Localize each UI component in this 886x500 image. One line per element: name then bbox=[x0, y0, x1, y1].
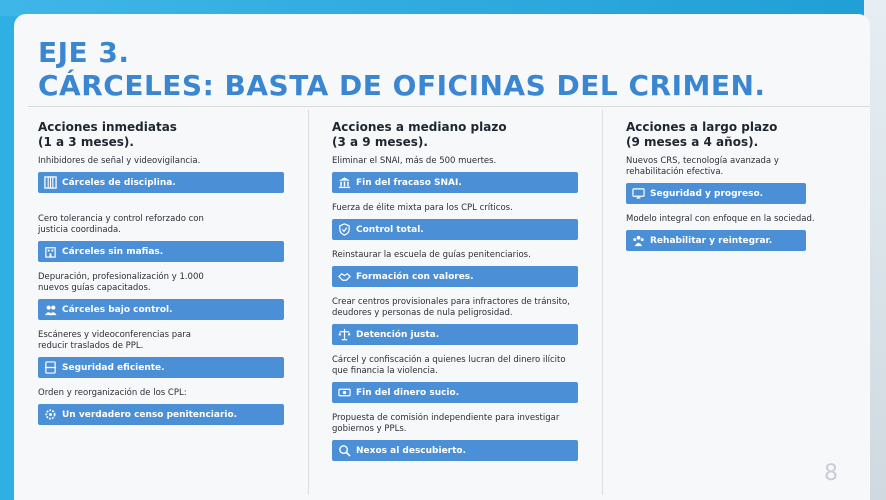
column-heading bbox=[38, 120, 284, 150]
action-pill-label: Formación con valores. bbox=[356, 271, 474, 282]
action-description: Cárcel y confiscación a quienes lucran del dinero ilícito que financia la violencia. bbox=[332, 355, 566, 376]
action-pill-label: Fin del dinero sucio. bbox=[356, 387, 460, 398]
money-icon bbox=[338, 386, 351, 399]
monitor-icon bbox=[632, 187, 645, 200]
action-pill-label: Un verdadero censo penitenciario. bbox=[62, 409, 238, 420]
balance-icon bbox=[338, 328, 351, 341]
action-pill bbox=[332, 324, 578, 345]
action-pill-label: Cárceles sin mafias. bbox=[62, 246, 164, 257]
column-heading-line: Acciones inmediatas bbox=[38, 120, 177, 134]
action-pill bbox=[332, 219, 578, 240]
action-pill-label: Seguridad eficiente. bbox=[62, 362, 165, 373]
scanner-icon bbox=[44, 361, 57, 374]
gear-icon bbox=[44, 408, 57, 421]
action-description: Nuevos CRS, tecnología avanzada y rehabilitación efectiva. bbox=[626, 156, 779, 177]
prison-bars-icon bbox=[44, 176, 57, 189]
action-pill bbox=[38, 241, 284, 262]
action-pill-label: Rehabilitar y reintegrar. bbox=[650, 235, 773, 246]
action-description: Fuerza de élite mixta para los CPL críticos. bbox=[332, 203, 513, 213]
column-heading-line: (9 meses a 4 años). bbox=[626, 135, 759, 149]
action-pill-label: Detención justa. bbox=[356, 329, 440, 340]
building-icon bbox=[44, 245, 57, 258]
institution-icon bbox=[338, 176, 351, 189]
action-description: Cero tolerancia y control reforzado con justicia coordinada. bbox=[38, 214, 204, 235]
action-pill-label: Fin del fracaso SNAI. bbox=[356, 177, 462, 188]
action-description: Orden y reorganización de los CPL: bbox=[38, 388, 187, 398]
column-heading bbox=[626, 120, 822, 150]
column-divider bbox=[602, 110, 603, 495]
action-description: Propuesta de comisión independiente para investigar gobiernos y PPLs. bbox=[332, 413, 560, 434]
column-long bbox=[626, 120, 822, 261]
action-description: Inhibidores de señal y videovigilancia. bbox=[38, 156, 201, 166]
action-pill-label: Cárceles bajo control. bbox=[62, 304, 173, 315]
action-pill bbox=[332, 172, 578, 193]
action-pill-label: Nexos al descubierto. bbox=[356, 445, 467, 456]
action-pill bbox=[332, 266, 578, 287]
action-pill-label: Seguridad y progreso. bbox=[650, 188, 764, 199]
action-pill bbox=[38, 299, 284, 320]
action-pill bbox=[626, 183, 806, 204]
action-pill bbox=[332, 440, 578, 461]
action-description: Escáneres y videoconferencias para reducir traslados de PPL. bbox=[38, 330, 192, 351]
header-divider bbox=[28, 106, 870, 107]
column-heading-line: (1 a 3 meses). bbox=[38, 135, 134, 149]
title-line-2: CÁRCELES: BASTA DE OFICINAS DEL CRIMEN. bbox=[38, 69, 766, 102]
people-icon bbox=[44, 303, 57, 316]
page-number: 8 bbox=[824, 461, 838, 486]
slide-title bbox=[38, 36, 766, 102]
action-description: Modelo integral con enfoque en la sociedad. bbox=[626, 214, 815, 224]
action-pill bbox=[38, 172, 284, 193]
action-pill bbox=[332, 382, 578, 403]
magnifier-icon bbox=[338, 444, 351, 457]
action-pill bbox=[38, 404, 284, 425]
action-pill bbox=[38, 357, 284, 378]
column-medium bbox=[332, 120, 578, 471]
action-description: Reinstaurar la escuela de guías penitenciarios. bbox=[332, 250, 531, 260]
column-heading-line: (3 a 9 meses). bbox=[332, 135, 428, 149]
action-description: Crear centros provisionales para infractores de tránsito, deudores y personas de nula peligrosidad. bbox=[332, 297, 570, 318]
action-pill-label: Cárceles de disciplina. bbox=[62, 177, 176, 188]
action-description: Eliminar el SNAI, más de 500 muertes. bbox=[332, 156, 497, 166]
column-heading-line: Acciones a largo plazo bbox=[626, 120, 778, 134]
action-description: Depuración, profesionalización y 1.000 nuevos guías capacitados. bbox=[38, 272, 204, 293]
column-immediate-items bbox=[38, 214, 284, 435]
shield-hand-icon bbox=[338, 223, 351, 236]
action-pill-label: Control total. bbox=[356, 224, 424, 235]
title-line-1: EJE 3. bbox=[38, 36, 130, 69]
group-icon bbox=[632, 234, 645, 247]
column-heading-line: Acciones a mediano plazo bbox=[332, 120, 507, 134]
handshake-icon bbox=[338, 270, 351, 283]
column-divider bbox=[308, 110, 309, 495]
action-pill bbox=[626, 230, 806, 251]
slide-card bbox=[14, 14, 870, 500]
column-heading bbox=[332, 120, 578, 150]
